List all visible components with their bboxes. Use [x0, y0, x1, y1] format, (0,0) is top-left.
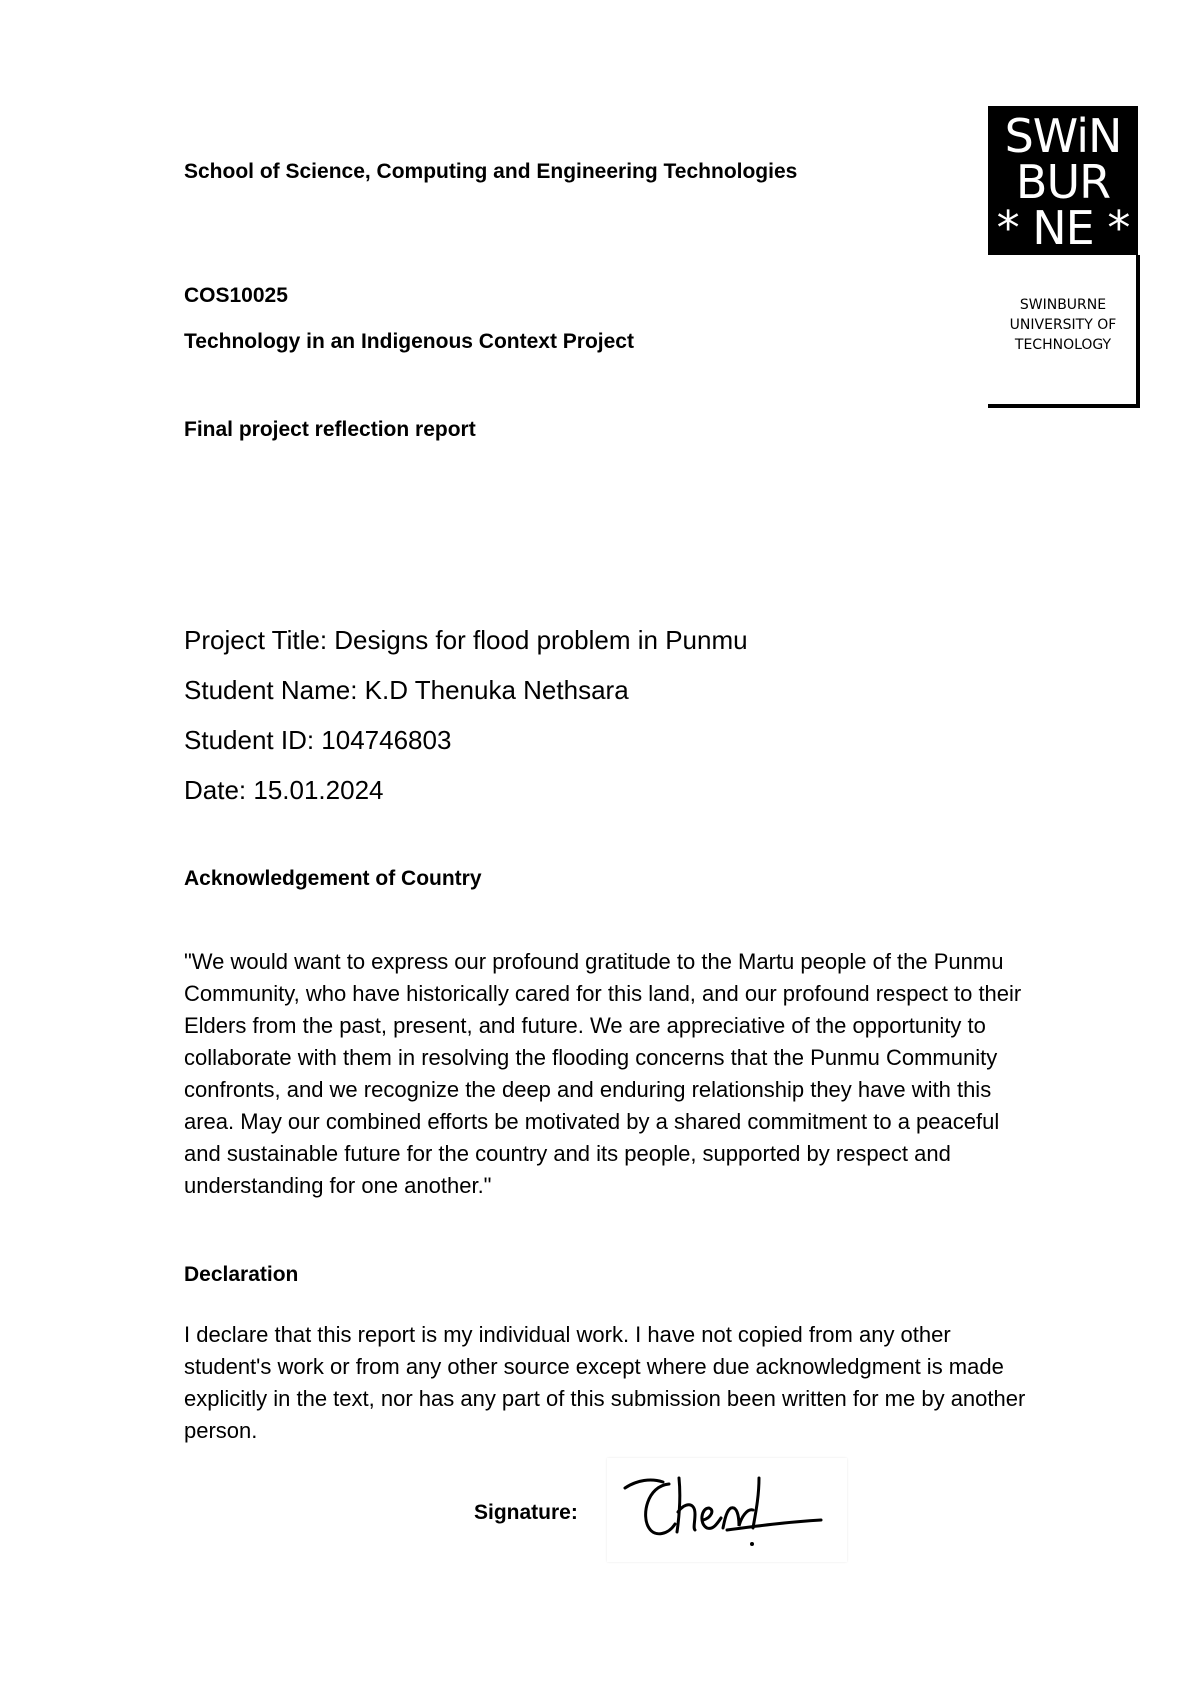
logo-line-1: SWiN: [1004, 109, 1122, 163]
project-title: Project Title: Designs for flood problem in Punmu: [184, 625, 748, 655]
report-type: Final project reflection report: [184, 418, 476, 441]
declaration-text: I declare that this report is my individual work. I have not copied from any other student's work or from any other source except where due acknowledgment is made explicitly in the text, nor has any part of this submission been written for me by another person.: [184, 1322, 1026, 1443]
student-name: Student Name: K.D Thenuka Nethsara: [184, 675, 629, 705]
declaration-heading: Declaration: [184, 1263, 299, 1286]
unit-name: Technology in an Indigenous Context Project: [184, 330, 634, 353]
signature-label: Signature:: [474, 1501, 578, 1524]
logo-sub-3: TECHNOLOGY: [1014, 337, 1112, 353]
logo-frame: [988, 255, 1140, 408]
handwritten-signature: [607, 1458, 847, 1562]
logo-line-2: BUR: [1015, 155, 1111, 209]
logo-mark: [988, 106, 1138, 255]
school-name: School of Science, Computing and Engineering Technologies: [184, 160, 798, 183]
acknowledgement-text: "We would want to express our profound gratitude to the Martu people of the Punmu Community, who have historically cared for this land, and our profound respect to their Elders from the past, present, and future. We are appreciative of the opportunity to collaborate with them in resolving the flooding concerns that the Punmu Community confronts, and we recognize the deep and enduring relationship they have with this area. May our combined efforts be motivated by a shared commitment to a peaceful and sustainable future for the country and its people, supported by respect and understanding for one another.": [184, 949, 1022, 1198]
student-id: Student ID: 104746803: [184, 725, 452, 755]
project-info: [184, 615, 748, 815]
signature-image: [607, 1458, 847, 1562]
unit-code: COS10025: [184, 284, 288, 307]
logo-sub-2: UNIVERSITY OF: [1009, 317, 1117, 333]
university-logo: [988, 106, 1138, 406]
logo-subtitle: [988, 295, 1138, 355]
report-date: Date: 15.01.2024: [184, 775, 384, 805]
logo-line-3: * NE *: [996, 201, 1130, 255]
acknowledgement-heading: Acknowledgement of Country: [184, 867, 482, 890]
logo-sub-1: SWINBURNE: [1019, 297, 1107, 313]
